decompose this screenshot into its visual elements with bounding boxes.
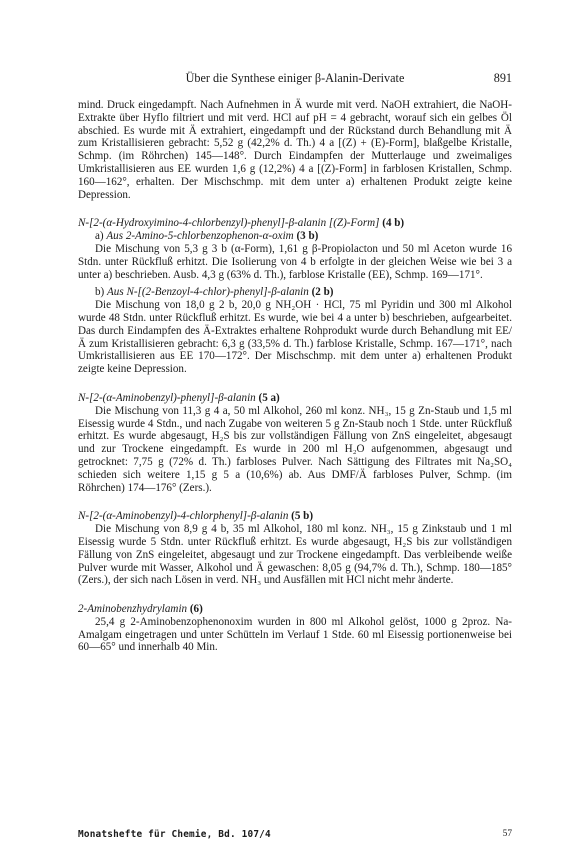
sheet-signature: 57 <box>502 829 512 839</box>
subsection-label: b) <box>95 286 105 299</box>
section-heading-5a <box>78 392 512 405</box>
compound-label: (5 a) <box>258 391 280 404</box>
subsection-heading-4b-a <box>78 230 512 243</box>
subsection-label: a) <box>95 230 104 243</box>
running-title: Über die Synthese einiger β-Alanin-Derivate <box>185 71 405 85</box>
compound-label: (6) <box>189 603 203 616</box>
compound-label: (2 b) <box>311 286 334 299</box>
journal-citation: Monatshefte für Chemie, Bd. 107/4 <box>78 829 271 840</box>
compound-label: (5 b) <box>291 510 314 523</box>
paragraph-6: 25,4 g 2-Aminobenzophenonoxim wurden in 800 ml Alkohol gelöst, 1000 g 2proz. Na-Amalgam eingetragen und unter Schütteln im Verlauf 1 Stde. 60 ml Eisessig portionenweise bei 60—65° und innerhalb 40 Min. <box>78 615 512 654</box>
page-number: 891 <box>493 71 512 85</box>
paragraph-5b: Die Mischung von 8,9 g 4 b, 35 ml Alkohol, 180 ml konz. NH₃, 15 g Zinkstaub und 1 ml Eisessig wurde 5 Stdn. unter Rückfluß erhitzt. Es wurde abgesaugt, H₂S bis zur vollständigen Fällung von ZnS eingeleitet, abgesaugt und zur Trockene eingedampft. Das verbleibende weiße Pulver wurde mit Wasser, Alkohol und Ä gewaschen: 8,05 g (94,7% d. Th.), Schmp. 180—185° (Zers.), der sich nach Lösen in verd. NH₃ und Ausfällen mit HCl nicht mehr änderte. <box>78 523 512 587</box>
running-header <box>78 71 512 87</box>
subsection-title: Aus 2-Amino-5-chlorbenzophenon-α-oxim <box>106 230 294 243</box>
heading-title: N-[2-(α-Hydroxyimino-4-chlorbenzyl)-phenyl]-β-alanin [(Z)-Form] <box>78 217 380 230</box>
section-heading-4b <box>78 217 512 230</box>
heading-title: N-[2-(α-Aminobenzyl)-phenyl]-β-alanin <box>78 391 256 404</box>
section-heading-5b <box>78 510 512 523</box>
intro-paragraph: mind. Druck eingedampft. Nach Aufnehmen in Ä wurde mit verd. NaOH extrahiert, die NaOH-Extrakte über Hyflo filtriert und mit verd. HCl auf pH = 4 gebracht, worauf sich ein gelbes Öl abschied. Es wurde mit Ä extrahiert, eingedampft und der Rückstand durch Behandlung mit Ä zum Kristallisieren gebracht: 5,52 g (42,2% d. Th.) 4 a [(Z) + (E)-Form], blaßgelbe Kristalle, Schmp. (im Röhrchen) 145—148°. Durch Eindampfen der Mutterlauge und zweimaliges Umkristallisieren aus EE wurden 1,6 g (12,2%) 4 a [(Z)-Form] in farblosen Kristallen, Schmp. 160—162°, erhalten. Der Mischschmp. mit dem unter a) erhaltenen Produkt zeigte keine Depression. <box>78 99 512 201</box>
heading-title: 2-Aminobenzhydrylamin <box>78 603 188 616</box>
compound-label: (4 b) <box>382 217 405 230</box>
paragraph-4b-a: Die Mischung von 5,3 g 3 b (α-Form), 1,61 g β-Propiolacton und 50 ml Aceton wurde 16 Stdn. unter Rückfluß erhitzt. Die Isolierung von 4 b erfolgte in der gleichen Weise wie bei 3 a unter a) beschrieben. Ausb. 4,3 g (63% d. Th.), farblose Kristalle (EE), Schmp. 169—171°. <box>78 242 512 281</box>
paragraph-4b-b: Die Mischung von 18,0 g 2 b, 20,0 g NH₂OH · HCl, 75 ml Pyridin und 300 ml Alkohol wurde 48 Stdn. unter Rückfluß erhitzt. Es wurde, wie bei 4 a unter b) beschrieben, aufgearbeitet. Das durch Eindampfen des Ä-Extraktes erhaltene Rohprodukt wurde durch Behandlung mit EE/Ä zum Kristallisieren gebracht: 6,3 g (33,5% d. Th.) farblose Kristalle, Schmp. 167—171°, nach Umkristallisieren aus EE 170—172°. Der Mischschmp. mit dem unter a) erhaltenen Produkt zeigte keine Depression. <box>78 299 512 376</box>
article-body <box>78 99 512 654</box>
page-footer <box>78 829 512 843</box>
subsection-heading-4b-b <box>78 286 512 299</box>
section-heading-6 <box>78 603 512 616</box>
paragraph-5a: Die Mischung von 11,3 g 4 a, 50 ml Alkohol, 260 ml konz. NH₃, 15 g Zn-Staub und 1,5 ml Eisessig wurde 4 Stdn., und nach Zugabe von weiteren 5 g Zn-Staub noch 1 Stde. unter Rückfluß erhitzt. Es wurde abgesaugt, H₂S bis zur vollständigen Fällung von ZnS eingeleitet, abgesaugt und zur Trockene eingedampft. Es wurde in 200 ml H₂O aufgenommen, abgesaugt und getrocknet: 7,75 g (72% d. Th.) farbloses Pulver. Nach Sättigung des Filtrates mit Na₂SO₄ schieden sich weitere 1,15 g 5 a (10,6%) ab. Aus DMF/Ä farbloses Pulver, Schmp. (im Röhrchen) 174—176° (Zers.). <box>78 404 512 494</box>
compound-label: (3 b) <box>296 230 319 243</box>
subsection-title: Aus N-[(2-Benzoyl-4-chlor)-phenyl]-β-alanin <box>107 286 309 299</box>
heading-title: N-[2-(α-Aminobenzyl)-4-chlorphenyl]-β-alanin <box>78 510 289 523</box>
